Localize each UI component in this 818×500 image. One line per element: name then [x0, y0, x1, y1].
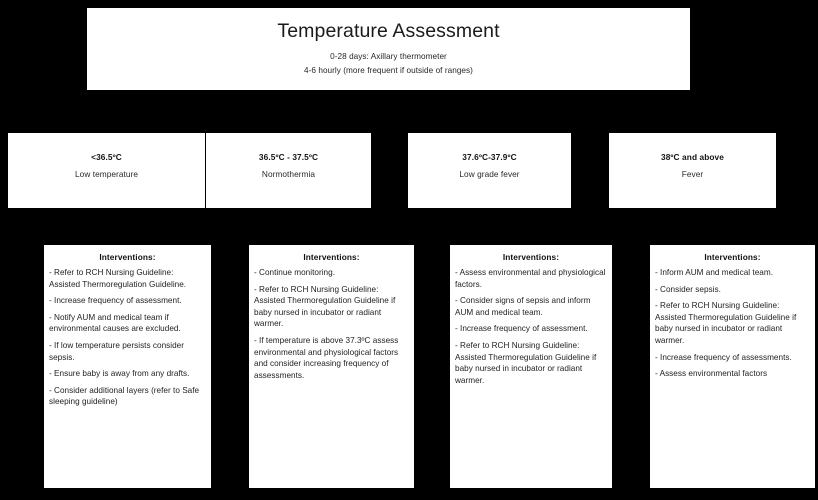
- interventions-card-fever: [650, 245, 815, 488]
- list-item: - Increase frequency of assessment.: [455, 324, 588, 334]
- temp-range-label: Low temperature: [74, 169, 138, 179]
- temp-range-value: 36.5ºC - 37.5ºC: [258, 152, 319, 162]
- temp-range-value: <36.5ºC: [91, 152, 122, 162]
- list-item: - Refer to RCH Nursing Guideline: Assisted Thermoregulation Guideline.: [49, 268, 187, 289]
- list-item: - Inform AUM and medical team.: [655, 268, 773, 277]
- interventions-heading: Interventions:: [502, 252, 560, 262]
- temp-range-value: 38ºC and above: [661, 152, 724, 162]
- interventions-heading: Interventions:: [99, 252, 156, 262]
- temp-range-value: 37.6ºC-37.9ºC: [462, 152, 517, 162]
- list-item: - Notify AUM and medical team if environmental causes are excluded.: [49, 312, 181, 334]
- temp-range-label: Fever: [681, 169, 704, 179]
- list-item: - Refer to RCH Nursing Guideline: Assisted Thermoregulation Guideline if baby nursed in incubator or radiant warmer.: [655, 301, 797, 345]
- interventions-card-low-grade-fever: [450, 245, 612, 488]
- interventions-list: [455, 267, 607, 386]
- list-item: - Assess environmental factors: [655, 369, 768, 379]
- interventions-heading: Interventions:: [704, 252, 761, 262]
- temp-range-label: Normothermia: [261, 169, 316, 179]
- list-item: - Continue monitoring.: [254, 268, 335, 277]
- interventions-list: [254, 267, 409, 381]
- list-item: - If temperature is above 37.3ºC assess environmental and physiological factors and consider increasing frequency of assessments.: [254, 335, 399, 380]
- list-item: - Ensure baby is away from any drafts.: [49, 369, 190, 379]
- list-item: - Assess environmental and physiological factors.: [455, 268, 606, 289]
- list-item: - Consider sepsis.: [655, 284, 721, 294]
- list-item: - Refer to RCH Nursing Guideline: Assisted Thermoregulation Guideline if baby nursed in incubator or radiant warmer.: [254, 284, 396, 329]
- list-item: - Refer to RCH Nursing Guideline: Assisted Thermoregulation Guideline if baby nursed in incubator or radiant warmer.: [455, 340, 597, 385]
- temp-range-label: Low grade fever: [459, 169, 520, 179]
- interventions-list: [655, 267, 810, 380]
- interventions-card-normothermia: [249, 245, 414, 488]
- list-item: - Increase frequency of assessment.: [49, 296, 182, 306]
- title-subline-1: 0-28 days: Axillary thermometer: [330, 52, 447, 61]
- temp-range-card-normothermia: [206, 133, 371, 208]
- title-card: [87, 8, 690, 90]
- temp-range-card-fever: [609, 133, 776, 208]
- title-subline-2: 4-6 hourly (more frequent if outside of ranges): [304, 66, 473, 75]
- interventions-card-low-temperature: [44, 245, 211, 488]
- interventions-list: [49, 267, 206, 408]
- list-item: - Consider signs of sepsis and inform AUM and medical team.: [455, 296, 591, 317]
- interventions-heading: Interventions:: [303, 252, 360, 262]
- temp-range-card-low-grade-fever: [408, 133, 571, 208]
- list-item: - Consider additional layers (refer to Safe sleeping guideline): [49, 385, 200, 407]
- list-item: - Increase frequency of assessments.: [655, 352, 792, 362]
- list-item: - If low temperature persists consider sepsis.: [49, 340, 184, 362]
- temp-range-card-low-temperature: [8, 133, 205, 208]
- page-title: Temperature Assessment: [277, 20, 500, 42]
